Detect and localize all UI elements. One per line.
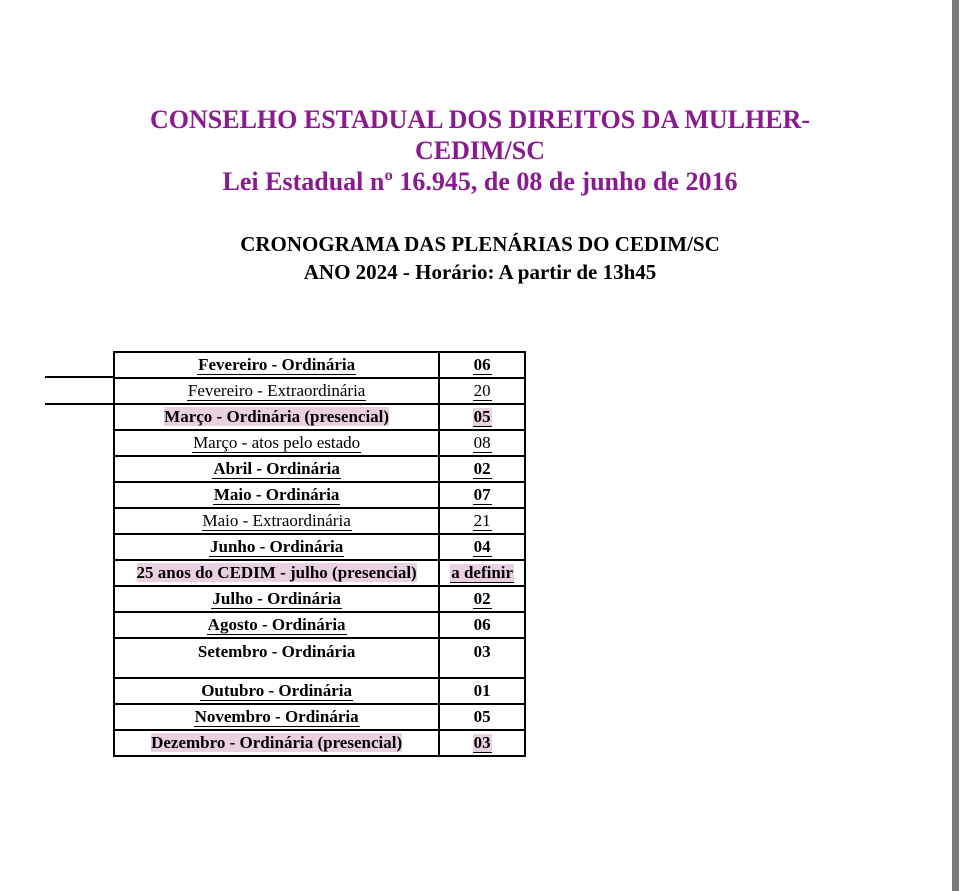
month-label: Maio - Ordinária — [213, 484, 340, 504]
month-cell — [114, 378, 439, 404]
table-row — [114, 352, 525, 378]
month-cell — [114, 404, 439, 430]
month-label: Abril - Ordinária — [213, 458, 340, 478]
document-header — [0, 104, 960, 197]
month-cell — [114, 638, 439, 678]
decorative-rule — [45, 376, 115, 378]
month-label: Outubro - Ordinária — [201, 680, 353, 700]
table-row — [114, 456, 525, 482]
month-cell — [114, 678, 439, 704]
day-label: 20 — [473, 380, 491, 400]
day-label: 04 — [473, 536, 491, 556]
day-label: 06 — [473, 354, 491, 374]
day-cell — [439, 638, 525, 678]
day-cell — [439, 534, 525, 560]
law-reference: Lei Estadual nº 16.945, de 08 de junho de 2016 — [222, 167, 738, 196]
table-row — [114, 560, 525, 586]
day-label: 08 — [473, 432, 491, 452]
schedule-title-line2: ANO 2024 - Horário: A partir de 13h45 — [303, 260, 657, 284]
schedule-title-line1: CRONOGRAMA DAS PLENÁRIAS DO CEDIM/SC — [240, 232, 720, 256]
table-row — [114, 730, 525, 756]
day-cell — [439, 404, 525, 430]
table-row — [114, 482, 525, 508]
day-label: 06 — [473, 615, 491, 634]
month-cell — [114, 612, 439, 638]
month-cell — [114, 508, 439, 534]
day-cell — [439, 482, 525, 508]
month-cell — [114, 730, 439, 756]
day-label: 02 — [473, 458, 491, 478]
day-cell — [439, 730, 525, 756]
day-label: 03 — [473, 732, 491, 752]
day-cell — [439, 678, 525, 704]
table-row — [114, 638, 525, 678]
org-title-line2: CEDIM/SC — [414, 136, 545, 165]
table-row — [114, 404, 525, 430]
org-title-line1: CONSELHO ESTADUAL DOS DIREITOS DA MULHER- — [149, 105, 811, 134]
month-cell — [114, 560, 439, 586]
day-label: 02 — [473, 588, 491, 608]
day-label: 05 — [473, 707, 491, 726]
day-cell — [439, 612, 525, 638]
month-label: Julho - Ordinária — [212, 588, 341, 608]
day-cell — [439, 508, 525, 534]
month-cell — [114, 482, 439, 508]
day-cell — [439, 704, 525, 730]
day-label: a definir — [451, 562, 514, 582]
day-cell — [439, 456, 525, 482]
table-row — [114, 508, 525, 534]
day-cell — [439, 586, 525, 612]
month-cell — [114, 534, 439, 560]
day-cell — [439, 560, 525, 586]
month-label: Março - Ordinária (presencial) — [164, 407, 390, 426]
day-label: 21 — [473, 510, 491, 530]
month-label: Novembro - Ordinária — [194, 706, 359, 726]
table-row — [114, 378, 525, 404]
table-row — [114, 534, 525, 560]
table-row — [114, 612, 525, 638]
day-label: 05 — [473, 406, 491, 426]
decorative-rule — [45, 403, 115, 405]
month-cell — [114, 456, 439, 482]
month-label: Maio - Extraordinária — [202, 510, 351, 530]
day-label: 03 — [473, 642, 491, 661]
schedule-table — [113, 351, 526, 757]
month-label: Setembro - Ordinária — [197, 642, 356, 661]
table-row — [114, 586, 525, 612]
table-row — [114, 430, 525, 456]
month-label: Agosto - Ordinária — [207, 614, 346, 634]
table-row — [114, 704, 525, 730]
month-label: Fevereiro - Ordinária — [198, 354, 356, 374]
org-title — [0, 104, 960, 166]
day-cell — [439, 352, 525, 378]
month-cell — [114, 430, 439, 456]
month-label: Fevereiro - Extraordinária — [187, 380, 366, 400]
month-label: Junho - Ordinária — [210, 536, 344, 556]
month-label: Dezembro - Ordinária (presencial) — [151, 733, 403, 752]
day-cell — [439, 378, 525, 404]
month-label: 25 anos do CEDIM - julho (presencial) — [136, 563, 417, 582]
month-cell — [114, 704, 439, 730]
day-label: 01 — [473, 681, 491, 700]
schedule-title — [0, 230, 960, 286]
day-label: 07 — [473, 484, 491, 504]
day-cell — [439, 430, 525, 456]
month-cell — [114, 352, 439, 378]
month-label: Março - atos pelo estado — [193, 432, 361, 452]
table-row — [114, 678, 525, 704]
month-cell — [114, 586, 439, 612]
schedule-table-body — [114, 352, 525, 756]
